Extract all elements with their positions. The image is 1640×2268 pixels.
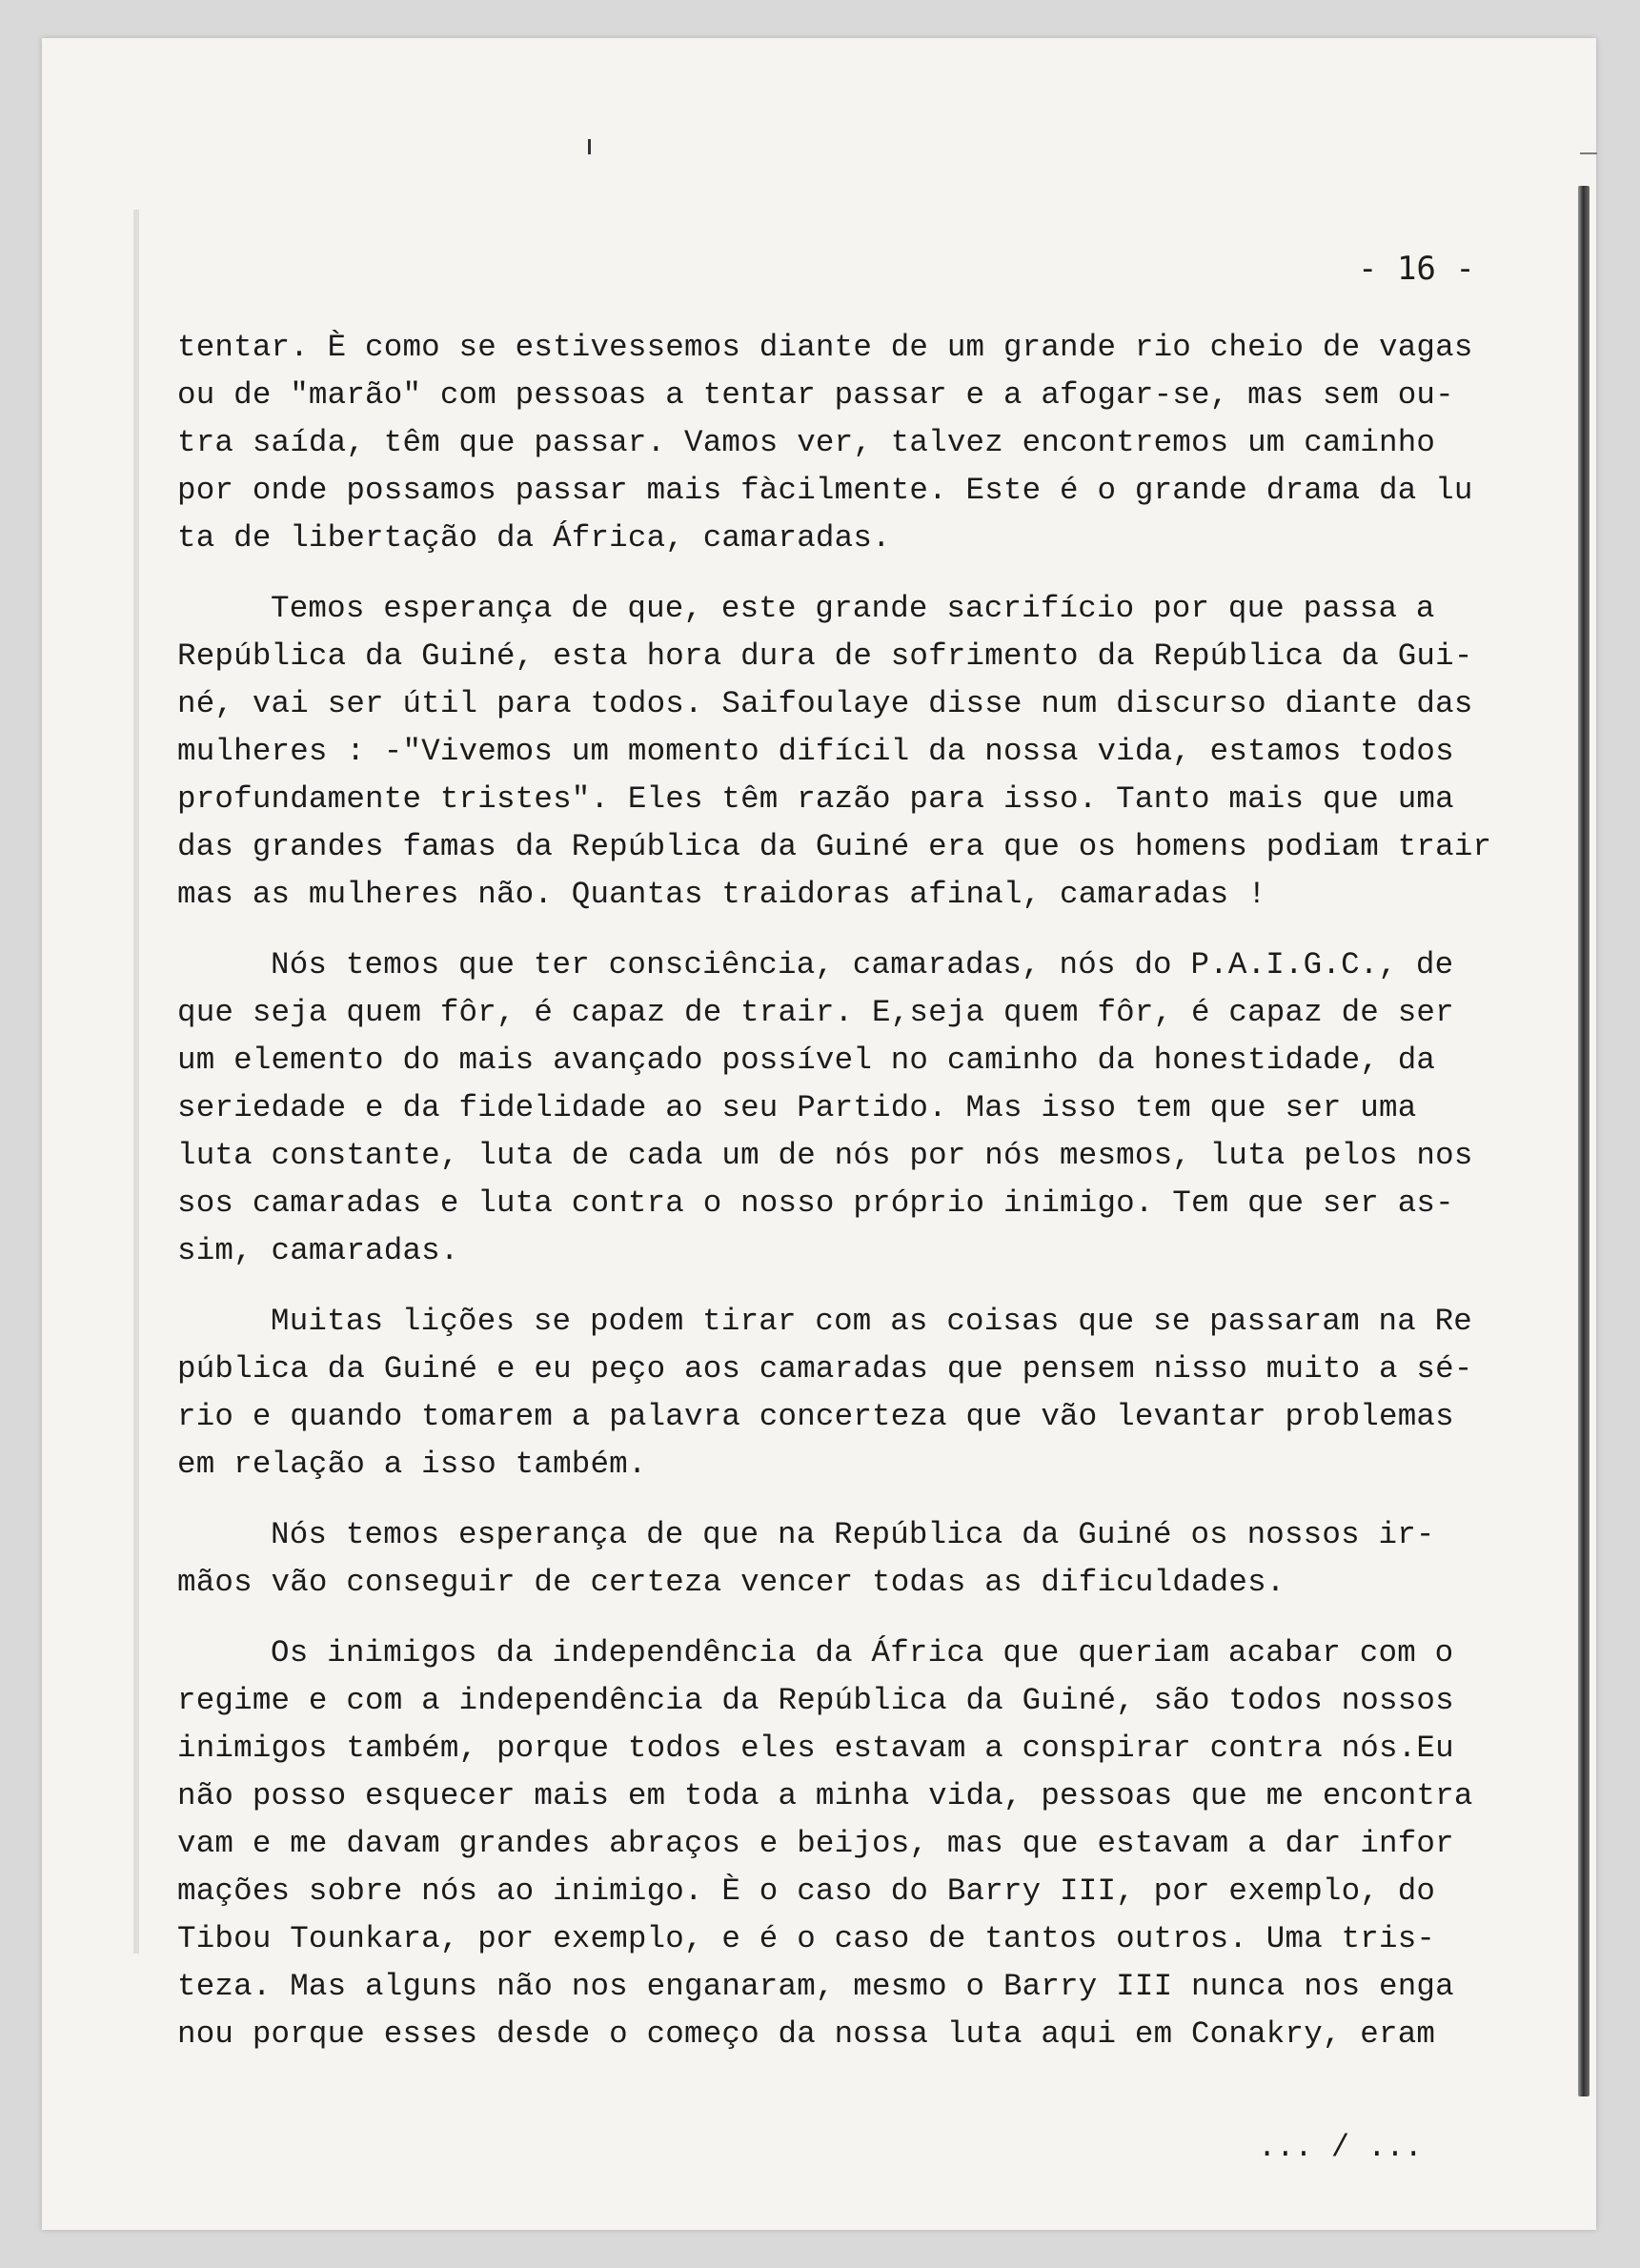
text-line: né, vai ser útil para todos. Saifoulaye disse num discurso diante das — [177, 686, 1473, 721]
text-line: em relação a isso também. — [177, 1447, 647, 1482]
text-line: teza. Mas alguns não nos enganaram, mesmo o Barry III nunca nos enga — [177, 1969, 1454, 2004]
text-line: sim, camaradas. — [177, 1233, 459, 1268]
text-line: Temos esperança de que, este grande sacrifício por que passa a — [271, 591, 1435, 626]
text-line: mãos vão conseguir de certeza vencer todas as dificuldades. — [177, 1565, 1286, 1600]
text-line: profundamente tristes". Eles têm razão para isso. Tanto mais que uma — [177, 781, 1454, 817]
text-line: não posso esquecer mais em toda a minha vida, pessoas que me encontra — [177, 1778, 1473, 1813]
text-line: Nós temos esperança de que na República da Guiné os nossos ir- — [271, 1517, 1435, 1552]
paragraph-1 — [177, 324, 1530, 562]
paragraph-4 — [177, 1298, 1530, 1488]
page-number: - 16 - — [1358, 250, 1475, 288]
paragraph-2 — [177, 585, 1530, 919]
text-line: Muitas lições se podem tirar com as coisas que se passaram na Re — [271, 1304, 1473, 1339]
text-line: mulheres : -"Vivemos um momento difícil da nossa vida, estamos todos — [177, 734, 1454, 769]
text-line: Nós temos que ter consciência, camaradas, nós do P.A.I.G.C., de — [271, 947, 1454, 982]
text-line: Tibou Tounkara, por exemplo, e é o caso de tantos outros. Uma tris- — [177, 1921, 1436, 1956]
text-line: luta constante, luta de cada um de nós por nós mesmos, luta pelos nos — [177, 1138, 1473, 1173]
stray-typewriter-mark — [588, 139, 591, 154]
text-line: das grandes famas da República da Guiné era que os homens podiam trair — [177, 829, 1492, 864]
text-line: por onde possamos passar mais fàcilmente. Este é o grande drama da lu — [177, 473, 1473, 508]
text-line: inimigos também, porque todos eles estavam a conspirar contra nós.Eu — [177, 1731, 1454, 1766]
text-line: ta de libertação da África, camaradas. — [177, 520, 891, 556]
continuation-mark: ... / ... — [1258, 2130, 1423, 2165]
paragraph-5 — [177, 1511, 1530, 1607]
text-line: sos camaradas e luta contra o nosso próprio inimigo. Tem que ser as- — [177, 1185, 1454, 1221]
text-line: ou de "marão" com pessoas a tentar passar e a afogar-se, mas sem ou- — [177, 377, 1454, 413]
text-line: mações sobre nós ao inimigo. È o caso do Barry III, por exemplo, do — [177, 1873, 1436, 1909]
edge-mark — [1580, 152, 1597, 154]
text-line: rio e quando tomarem a palavra concerteza que vão levantar problemas — [177, 1399, 1454, 1434]
text-line: seriedade e da fidelidade ao seu Partido. Mas isso tem que ser uma — [177, 1090, 1417, 1125]
text-line: Os inimigos da independência da África que queriam acabar com o — [271, 1635, 1454, 1671]
text-line: que seja quem fôr, é capaz de trair. E,seja quem fôr, é capaz de ser — [177, 995, 1454, 1030]
text-line: um elemento do mais avançado possível no caminho da honestidade, da — [177, 1043, 1436, 1078]
text-line: vam e me davam grandes abraços e beijos, mas que estavam a dar infor — [177, 1826, 1454, 1861]
text-line: tentar. È como se estivessemos diante de um grande rio cheio de vagas — [177, 330, 1473, 365]
text-line: nou porque esses desde o começo da nossa luta aqui em Conakry, eram — [177, 2016, 1436, 2052]
binding-edge — [1578, 186, 1589, 2096]
text-line: mas as mulheres não. Quantas traidoras afinal, camaradas ! — [177, 877, 1266, 912]
text-line: República da Guiné, esta hora dura de sofrimento da República da Gui- — [177, 638, 1473, 674]
paragraph-6 — [177, 1630, 1530, 2058]
typed-body-text — [177, 324, 1530, 2081]
paragraph-3 — [177, 942, 1530, 1275]
binding-shadow — [133, 210, 139, 1954]
text-line: pública da Guiné e eu peço aos camaradas que pensem nisso muito a sé- — [177, 1351, 1473, 1387]
text-line: regime e com a independência da República da Guiné, são todos nossos — [177, 1683, 1454, 1718]
text-line: tra saída, têm que passar. Vamos ver, talvez encontremos um caminho — [177, 425, 1436, 460]
